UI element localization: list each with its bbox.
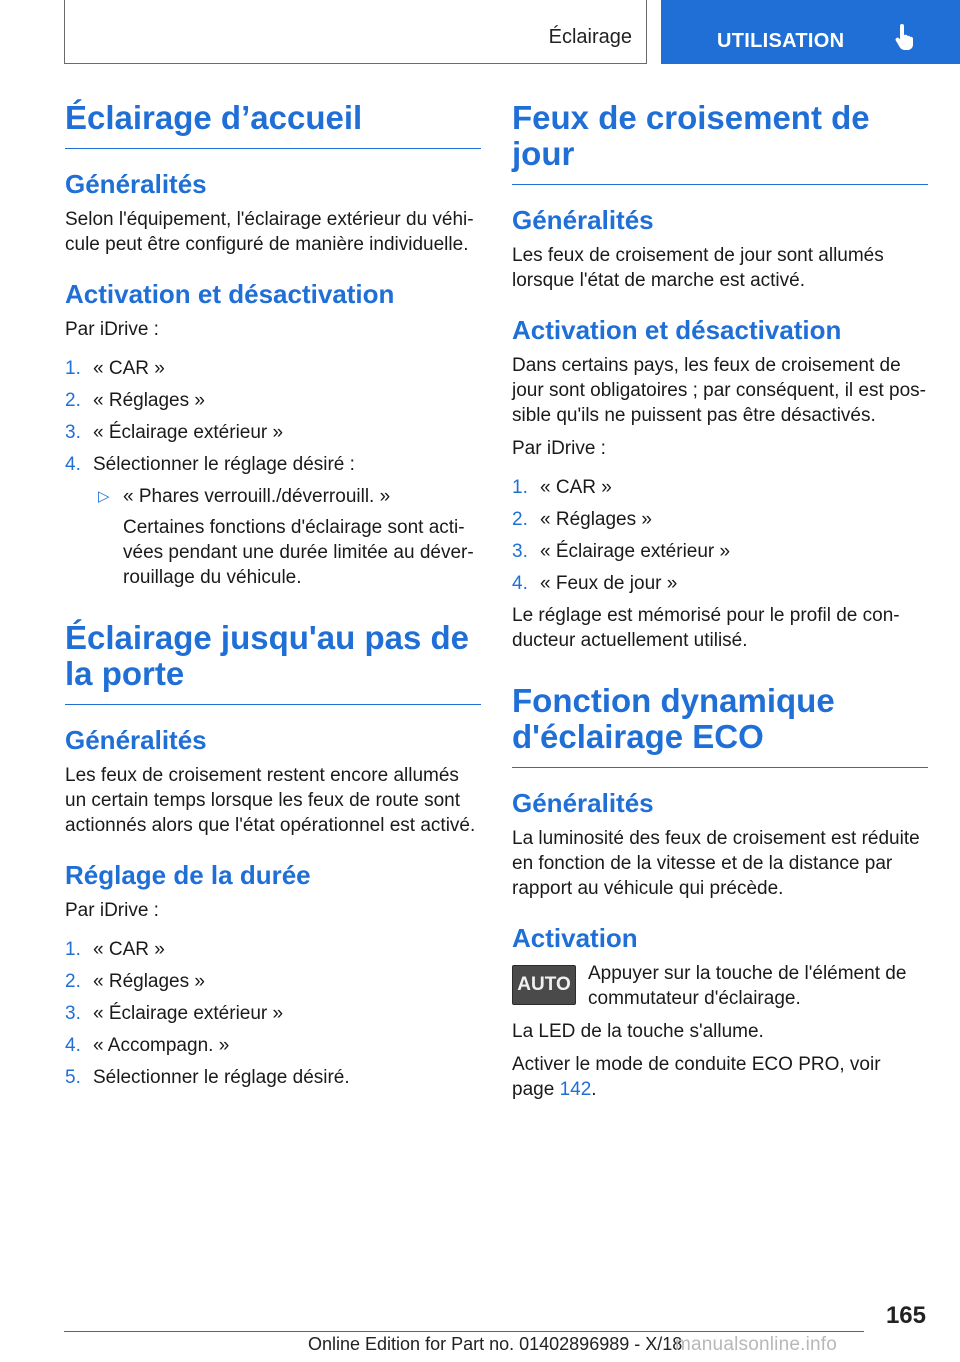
step-text: Sélectionner le réglage désiré : <box>93 454 355 475</box>
step-number: 5. <box>65 1067 81 1088</box>
list-item <box>65 1065 481 1090</box>
chapter-tab[interactable] <box>661 0 960 64</box>
paragraph: Les feux de croisement restent encore allumés un certain temps lorsque les feux de route sont actionnés alors que l'état opérationnel est activé. <box>65 765 476 836</box>
list-item <box>65 1001 481 1026</box>
list-item <box>65 937 481 962</box>
list-item <box>512 507 928 532</box>
step-text: « Réglages » <box>93 390 205 411</box>
paragraph: Les feux de croisement de jour sont allumés lorsque l'état de marche est activé. <box>512 245 884 291</box>
step-number: 1. <box>65 939 81 960</box>
subheading-general: Généralités <box>512 788 654 818</box>
paragraph: Par iDrive : <box>65 900 159 921</box>
sub-item-note: Certaines fonctions d'éclairage sont acti-vées pendant une durée limitée au déver-rouillage du véhicule. <box>123 517 474 588</box>
subheading-general: Généralités <box>65 169 207 199</box>
auto-button-row <box>512 961 928 1011</box>
step-text: « Éclairage extérieur » <box>540 541 731 562</box>
list-item <box>512 571 928 596</box>
paragraph: Selon l'équipement, l'éclairage extérieur du véhi-cule peut être configuré de manière individuelle. <box>65 209 474 255</box>
step-number: 4. <box>65 1035 81 1056</box>
left-column <box>65 100 481 1097</box>
subheading-duration: Réglage de la durée <box>65 860 311 890</box>
step-text: « Éclairage extérieur » <box>93 1003 284 1024</box>
step-number: 2. <box>512 509 528 530</box>
list-item <box>65 388 481 413</box>
step-text: « Réglages » <box>540 509 652 530</box>
list-item <box>65 969 481 994</box>
section-title: Éclairage <box>548 26 632 48</box>
step-number: 2. <box>65 390 81 411</box>
subheading-activation: Activation et désactivation <box>512 315 842 345</box>
list-item <box>65 356 481 381</box>
step-text: « CAR » <box>540 477 612 498</box>
paragraph: Par iDrive : <box>512 438 606 459</box>
paragraph: Appuyer sur la touche de l'élément de commutateur d'éclairage. <box>588 963 907 1009</box>
right-column <box>512 100 928 1110</box>
eco-text-end: . <box>591 1079 597 1100</box>
eco-text: Activer le mode de conduite ECO PRO, voir page <box>512 1054 881 1100</box>
watermark: manualsonline.info <box>675 1334 838 1355</box>
step-number: 3. <box>65 1003 81 1024</box>
paragraph: Le réglage est mémorisé pour le profil de con-ducteur actuellement utilisé. <box>512 605 900 651</box>
section-heading-welcome-light: Éclairage d’accueil <box>65 100 481 149</box>
subheading-activation: Activation et désactivation <box>65 279 395 309</box>
list-item <box>65 420 481 445</box>
paragraph: Par iDrive : <box>65 319 159 340</box>
list-item <box>512 539 928 564</box>
page-reference-link[interactable]: 142 <box>559 1079 592 1100</box>
step-number: 1. <box>512 477 528 498</box>
step-number: 2. <box>65 971 81 992</box>
step-text: « CAR » <box>93 939 165 960</box>
subheading-general: Généralités <box>512 205 654 235</box>
footer-edition: Online Edition for Part no. 01402896989 - X/18 <box>308 1334 683 1354</box>
subheading-activation: Activation <box>512 923 638 953</box>
footer-divider <box>64 1331 864 1332</box>
subheading-general: Généralités <box>65 725 207 755</box>
step-text: « Feux de jour » <box>540 573 678 594</box>
step-list <box>65 356 481 477</box>
sub-item-text: « Phares verrouill./déverrouill. » <box>123 486 391 507</box>
hand-pointer-icon <box>893 24 917 57</box>
section-heading-daytime-lights: Feux de croisement de jour <box>512 100 928 185</box>
triangle-bullet-icon: ▷ <box>98 488 110 505</box>
paragraph: La luminosité des feux de croisement est réduite en fonction de la vitesse et de la distance par rapport au véhicule qui précède. <box>512 828 920 899</box>
step-number: 3. <box>512 541 528 562</box>
paragraph: La LED de la touche s'allume. <box>512 1021 764 1042</box>
list-item <box>512 475 928 500</box>
step-text: « CAR » <box>93 358 165 379</box>
step-text: « Éclairage extérieur » <box>93 422 284 443</box>
step-number: 4. <box>512 573 528 594</box>
section-heading-eco-lighting: Fonction dynamique d'éclairage ECO <box>512 683 928 768</box>
step-number: 3. <box>65 422 81 443</box>
step-number: 4. <box>65 454 81 475</box>
list-item <box>65 452 481 477</box>
step-text: « Réglages » <box>93 971 205 992</box>
header-section-box <box>64 0 647 64</box>
paragraph <box>512 1052 928 1102</box>
step-text: Sélectionner le réglage désiré. <box>93 1067 350 1088</box>
step-text: « Accompagn. » <box>93 1035 230 1056</box>
chapter-tab-label: UTILISATION <box>717 30 845 52</box>
step-list <box>512 475 928 596</box>
auto-button-icon: AUTO <box>512 965 576 1005</box>
step-list <box>65 937 481 1090</box>
list-item <box>65 1033 481 1058</box>
step-number: 1. <box>65 358 81 379</box>
section-heading-doorstep-light: Éclairage jusqu'au pas de la porte <box>65 620 481 705</box>
page-number: 165 <box>885 1302 926 1329</box>
paragraph: Dans certains pays, les feux de croisement de jour sont obligatoires ; par conséquent, il est pos-sible qu'ils ne puissent pas être désactivés. <box>512 355 927 426</box>
sub-list-item <box>65 484 481 509</box>
